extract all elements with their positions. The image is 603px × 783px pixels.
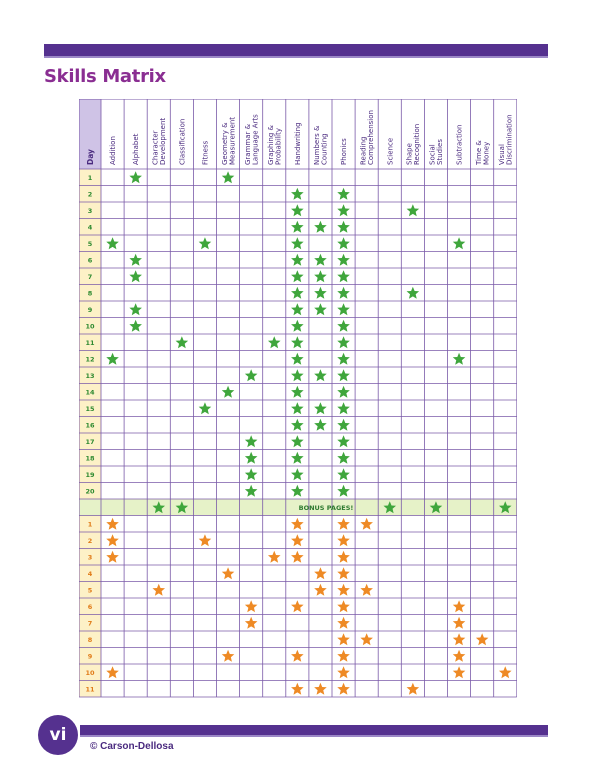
skill-header-social-studies — [429, 139, 445, 165]
star-icon — [337, 419, 350, 431]
star-icon — [291, 518, 304, 530]
skill-header-line: Character — [151, 130, 160, 165]
star-icon — [407, 204, 420, 216]
star-icon — [291, 551, 304, 563]
star-icon — [337, 386, 350, 398]
day-number: 18 — [85, 454, 95, 463]
star-icon — [453, 600, 466, 612]
star-icon — [222, 171, 235, 183]
day-number: 13 — [85, 371, 95, 380]
star-icon — [245, 452, 258, 464]
star-icon — [245, 617, 258, 629]
day-number: 11 — [85, 338, 95, 347]
star-icon — [291, 254, 304, 266]
star-icon — [337, 518, 350, 530]
skill-header-graphing-probability — [267, 124, 283, 165]
skill-header-line: Development — [159, 117, 167, 165]
skill-header-reading-comprehension — [359, 110, 375, 165]
top-banner-accent — [44, 56, 548, 58]
star-icon — [314, 567, 327, 579]
star-icon — [314, 584, 327, 596]
day-number: 1 — [87, 520, 93, 529]
skill-header-line: Fitness — [201, 140, 210, 165]
copyright-text: © Carson-Dellosa — [90, 741, 174, 752]
star-icon — [106, 237, 119, 249]
star-icon — [360, 518, 373, 530]
star-icon — [314, 402, 327, 414]
star-icon — [291, 369, 304, 381]
star-icon — [337, 402, 350, 414]
star-icon — [245, 468, 258, 480]
day-number: 4 — [87, 569, 93, 578]
page-title: Skills Matrix — [44, 66, 166, 87]
star-icon — [106, 353, 119, 365]
day-number: 16 — [85, 421, 95, 430]
star-icon — [337, 204, 350, 216]
star-icon — [337, 237, 350, 249]
star-icon — [291, 204, 304, 216]
skill-header-line: Classification — [178, 118, 187, 165]
bottom-banner-bar — [80, 725, 548, 735]
star-icon — [291, 386, 304, 398]
star-icon — [337, 666, 350, 678]
star-icon — [453, 353, 466, 365]
star-icon — [268, 551, 281, 563]
star-icon — [337, 584, 350, 596]
day-number: 14 — [85, 388, 95, 397]
star-icon — [199, 534, 212, 546]
star-icon — [453, 617, 466, 629]
page-number-badge: vi — [38, 715, 78, 755]
day-number: 3 — [87, 206, 93, 215]
star-icon — [337, 221, 350, 233]
star-icon — [337, 287, 350, 299]
skill-header-line: Science — [386, 137, 395, 165]
star-icon — [314, 369, 327, 381]
star-icon — [176, 336, 189, 348]
star-icon — [337, 270, 350, 282]
star-icon — [291, 270, 304, 282]
star-icon — [291, 237, 304, 249]
star-icon — [337, 303, 350, 315]
star-icon — [337, 683, 350, 695]
skill-header-line: Grammar & — [243, 123, 252, 165]
day-number: 3 — [87, 553, 93, 562]
skill-header-line: Time & — [474, 140, 483, 165]
skill-header-line: Money — [482, 141, 491, 165]
skill-header-line: Geometry & — [220, 122, 229, 165]
bottom-banner-accent — [80, 735, 548, 737]
skill-header-line: Recognition — [413, 123, 422, 165]
star-icon — [199, 237, 212, 249]
star-icon — [453, 650, 466, 662]
day-number: 2 — [87, 190, 93, 199]
day-number: 11 — [85, 685, 95, 694]
star-icon — [129, 254, 142, 266]
star-icon — [453, 237, 466, 249]
skill-header-line: Probability — [274, 127, 283, 165]
star-icon — [337, 600, 350, 612]
star-icon — [314, 287, 327, 299]
day-number: 10 — [85, 322, 95, 331]
day-number: 10 — [85, 668, 95, 677]
star-icon — [314, 270, 327, 282]
skill-header-line: Alphabet — [132, 133, 141, 165]
star-icon — [337, 369, 350, 381]
skill-header-shape-recognition — [406, 124, 422, 165]
star-icon — [222, 567, 235, 579]
star-icon — [129, 320, 142, 332]
day-number: 19 — [85, 470, 95, 479]
star-icon — [314, 683, 327, 695]
star-icon — [360, 584, 373, 596]
skill-header-line: Comprehension — [366, 110, 375, 165]
star-icon — [245, 485, 258, 497]
skill-header-phonics — [340, 138, 348, 165]
skills-matrix-table — [79, 99, 517, 702]
skill-header-line: Reading — [359, 136, 368, 165]
skill-header-line: Discrimination — [505, 114, 514, 165]
skill-header-line: Language Arts — [251, 114, 260, 165]
star-icon — [337, 188, 350, 200]
star-icon — [291, 221, 304, 233]
star-icon — [337, 435, 350, 447]
star-icon — [337, 452, 350, 464]
star-icon — [337, 567, 350, 579]
star-icon — [360, 633, 373, 645]
day-number: 15 — [85, 404, 95, 413]
skill-header-character-development — [152, 118, 168, 165]
day-number: 17 — [85, 437, 95, 446]
star-icon — [453, 666, 466, 678]
star-icon — [291, 485, 304, 497]
day-number: 20 — [85, 487, 95, 496]
day-number: 7 — [87, 619, 93, 628]
skill-header-classification — [178, 119, 186, 165]
star-icon — [337, 336, 350, 348]
skill-header-line: Phonics — [340, 138, 349, 165]
day-number: 9 — [87, 305, 93, 314]
star-icon — [291, 287, 304, 299]
star-icon — [106, 551, 119, 563]
day-number: 4 — [87, 223, 93, 232]
star-icon — [337, 320, 350, 332]
star-icon — [291, 435, 304, 447]
star-icon — [337, 633, 350, 645]
star-icon — [407, 287, 420, 299]
skill-header-line: Counting — [320, 133, 329, 165]
skill-header-science — [386, 138, 394, 165]
star-icon — [129, 303, 142, 315]
star-icon — [291, 188, 304, 200]
star-icon — [291, 402, 304, 414]
star-icon — [222, 386, 235, 398]
day-number: 5 — [87, 239, 93, 248]
star-icon — [291, 600, 304, 612]
star-icon — [106, 666, 119, 678]
skill-header-fitness — [201, 140, 209, 165]
star-icon — [337, 551, 350, 563]
day-number: 5 — [87, 586, 93, 595]
skill-header-line: Measurement — [228, 116, 237, 165]
skill-header-line: Social — [428, 144, 437, 165]
skill-header-grammar-language-arts — [244, 114, 260, 165]
star-icon — [291, 534, 304, 546]
day-number: 8 — [87, 635, 93, 644]
day-number: 12 — [85, 355, 95, 364]
star-icon — [314, 254, 327, 266]
star-icon — [337, 617, 350, 629]
skill-header-alphabet — [132, 133, 140, 165]
star-icon — [129, 171, 142, 183]
star-icon — [291, 468, 304, 480]
star-icon — [291, 419, 304, 431]
star-icon — [314, 221, 327, 233]
star-icon — [245, 600, 258, 612]
day-number: 6 — [87, 256, 93, 265]
star-icon — [314, 303, 327, 315]
bonus-pages-label: BONUS PAGES! — [298, 503, 354, 512]
star-icon — [291, 336, 304, 348]
star-icon — [337, 254, 350, 266]
star-icon — [152, 584, 165, 596]
skill-header-line: Addition — [109, 136, 118, 165]
star-icon — [199, 402, 212, 414]
star-icon — [106, 534, 119, 546]
skill-header-line: Studies — [436, 139, 445, 165]
skill-header-addition — [109, 136, 117, 165]
skill-header-time-money — [475, 140, 491, 166]
skill-header-subtraction — [456, 125, 464, 166]
star-icon — [291, 320, 304, 332]
skill-header-handwriting — [294, 122, 302, 165]
star-icon — [337, 468, 350, 480]
day-number: 6 — [87, 602, 93, 611]
star-icon — [106, 518, 119, 530]
star-icon — [268, 336, 281, 348]
star-icon — [314, 419, 327, 431]
star-icon — [291, 303, 304, 315]
star-icon — [222, 650, 235, 662]
star-icon — [291, 452, 304, 464]
skill-header-line: Shape — [405, 143, 414, 165]
skill-header-visual-discrimination — [498, 114, 514, 165]
star-icon — [337, 353, 350, 365]
skill-header-geometry-measurement — [221, 117, 237, 165]
skill-header-line: Numbers & — [313, 125, 322, 165]
day-number: 9 — [87, 652, 93, 661]
star-icon — [407, 683, 420, 695]
skill-header-line: Graphing & — [267, 125, 275, 165]
star-icon — [291, 683, 304, 695]
star-icon — [337, 534, 350, 546]
day-number: 2 — [87, 536, 93, 545]
star-icon — [476, 633, 489, 645]
day-number: 7 — [87, 272, 93, 281]
skill-header-line: Handwriting — [293, 122, 302, 165]
skill-header-line: Visual — [498, 144, 506, 165]
star-icon — [245, 369, 258, 381]
star-icon — [291, 353, 304, 365]
skill-header-line: Subtraction — [455, 124, 464, 165]
star-icon — [337, 485, 350, 497]
star-icon — [245, 435, 258, 447]
day-number: 1 — [87, 173, 93, 182]
star-icon — [499, 666, 512, 678]
day-number: 8 — [87, 289, 93, 298]
day-column-header: Day — [86, 149, 95, 165]
star-icon — [337, 650, 350, 662]
star-icon — [291, 650, 304, 662]
star-icon — [453, 633, 466, 645]
top-banner-bar — [44, 44, 548, 56]
skill-header-numbers-counting — [313, 125, 329, 165]
star-icon — [129, 270, 142, 282]
